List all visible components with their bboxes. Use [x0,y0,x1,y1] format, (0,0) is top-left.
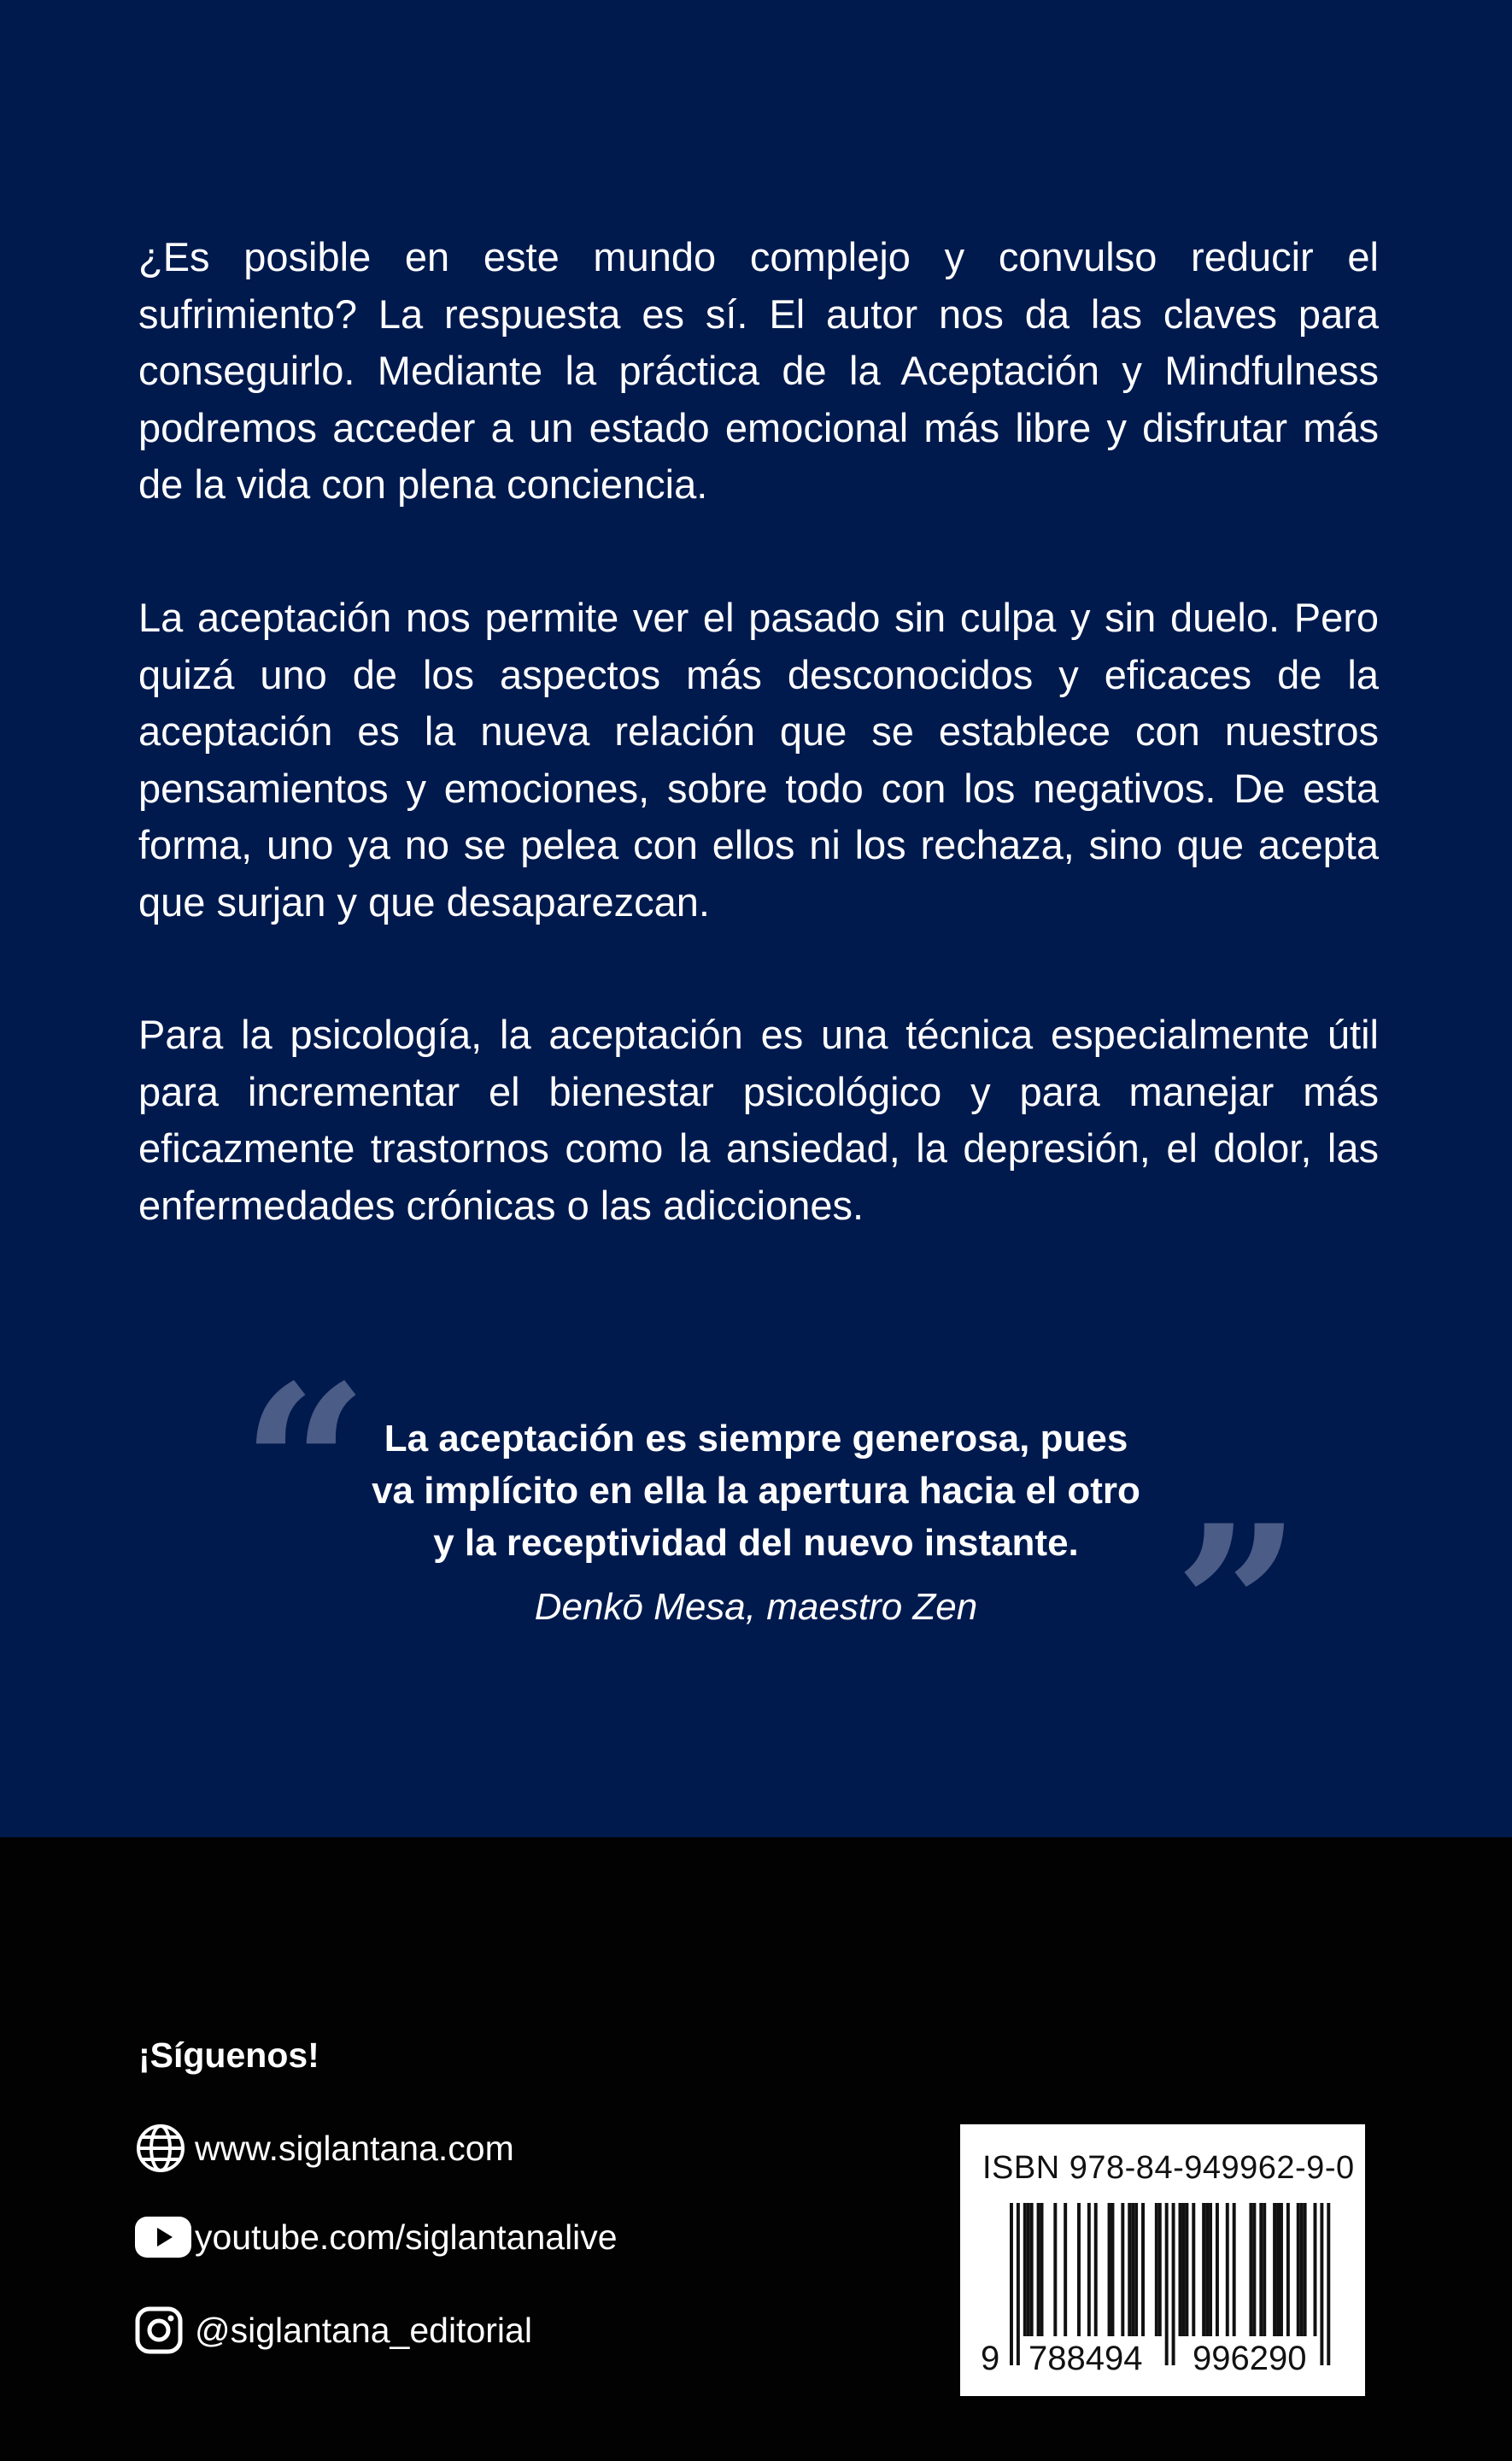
barcode-bar [1027,2203,1030,2336]
barcode-bar [1053,2203,1057,2336]
barcode-bar [1111,2203,1115,2336]
barcode-bar [1249,2203,1252,2336]
quote-line: La aceptación es siempre generosa, pues [384,1418,1128,1460]
close-quote-icon: ” [1174,1477,1302,1738]
barcode-bar [1259,2203,1263,2336]
description-paragraph-2: La aceptación nos permite ver el pasado sin culpa y sin duelo. Pero quizá uno de los aspectos más desconocidos y eficaces de la aceptación es la nueva relación que se establece con nuestros pensamientos y emociones, sobre todo con los negativos. De esta forma, uno ya no se pelea con ellos ni los rechaza, sino que acepta que surjan y que desaparezcan. [138,595,1379,925]
barcode-bar [1286,2203,1290,2336]
website-link[interactable]: www.siglantana.com [195,2128,514,2168]
barcode-bar [1192,2203,1195,2336]
barcode-bar [1017,2203,1020,2365]
instagram-icon [135,2305,193,2356]
quote-line: va implícito en ella la apertura hacia el otro [372,1470,1140,1512]
quote-author: Denkō Mesa, maestro Zen [534,1586,978,1628]
barcode-bar [1131,2203,1134,2336]
barcode-bar [1030,2203,1034,2336]
barcode-bar [1314,2203,1317,2336]
quote-text [290,1413,1222,1569]
barcode-bar [1273,2203,1276,2336]
barcode-bar [1077,2203,1081,2336]
youtube-icon [135,2211,193,2263]
barcode-bar [1023,2203,1027,2336]
barcode-bar [1202,2203,1205,2336]
barcode-digits-right: 996290 [1193,2340,1307,2377]
follow-heading: ¡Síguenos! [138,2035,319,2075]
barcode-bar [1233,2203,1236,2336]
youtube-link[interactable]: youtube.com/siglantanalive [195,2217,618,2257]
barcode-bar [1327,2203,1330,2365]
barcode-bar [1087,2203,1091,2336]
barcode-bar [1181,2203,1185,2336]
isbn-barcode [960,2124,1365,2396]
barcode-bar [1209,2203,1212,2336]
isbn-label: ISBN 978-84-949962-9-0 [982,2150,1355,2186]
open-quote-icon: “ [241,1337,369,1598]
barcode-bar [1185,2203,1188,2336]
instagram-handle[interactable]: @siglantana_editorial [195,2310,532,2350]
barcode-bar [1094,2203,1098,2336]
barcode-bar [1064,2203,1067,2336]
barcode-bar [1128,2203,1131,2336]
social-instagram[interactable] [135,2305,532,2356]
barcode-digit-first: 9 [981,2340,1000,2377]
globe-icon [135,2123,193,2174]
barcode-bar [1121,2203,1124,2336]
barcode-bar [1216,2203,1219,2336]
barcode-bar [1320,2203,1323,2365]
quote-line: y la receptividad del nuevo instante. [433,1522,1079,1564]
barcode-bar [1280,2203,1283,2336]
barcode-bar [1040,2203,1044,2336]
barcode-bar [1134,2203,1138,2336]
barcode-bar [1297,2203,1300,2336]
barcode-bar [1037,2203,1040,2336]
barcode-bar [1141,2203,1145,2336]
barcode-bar [1263,2203,1266,2336]
barcode-bar [1252,2203,1256,2336]
barcode-bar [1158,2203,1162,2336]
barcode-bar [1205,2203,1209,2336]
social-youtube[interactable] [135,2211,618,2263]
barcode-bar [1108,2203,1111,2336]
barcode-bar [1165,2203,1169,2365]
description-paragraph-1: ¿Es posible en este mundo complejo y convulso reducir el sufrimiento? La respuesta es sí. El autor nos da las claves para conseguirlo. Mediante la práctica de la Aceptación y Mindfulness podremos acceder a un estado emocional más libre y disfrutar más de la vida con plena conciencia. [138,234,1379,507]
barcode-bar [1172,2203,1175,2365]
barcode-bar [1304,2203,1307,2336]
barcode-bar [1300,2203,1304,2336]
barcode-bar [1179,2203,1182,2336]
barcode-bar [1155,2203,1158,2336]
description-paragraph-3: Para la psicología, la aceptación es una técnica especialmente útil para incrementar el bienestar psicológico y para manejar más eficazmente trastornos como la ansiedad, la depresión, el dolor, las enfermedades crónicas o las adicciones. [138,1012,1379,1228]
barcode-bar [1226,2203,1229,2336]
barcode-digits-left: 788494 [1029,2340,1143,2377]
barcode-bar [1010,2203,1013,2365]
barcode-bar [1276,2203,1280,2336]
social-website[interactable] [135,2123,514,2174]
